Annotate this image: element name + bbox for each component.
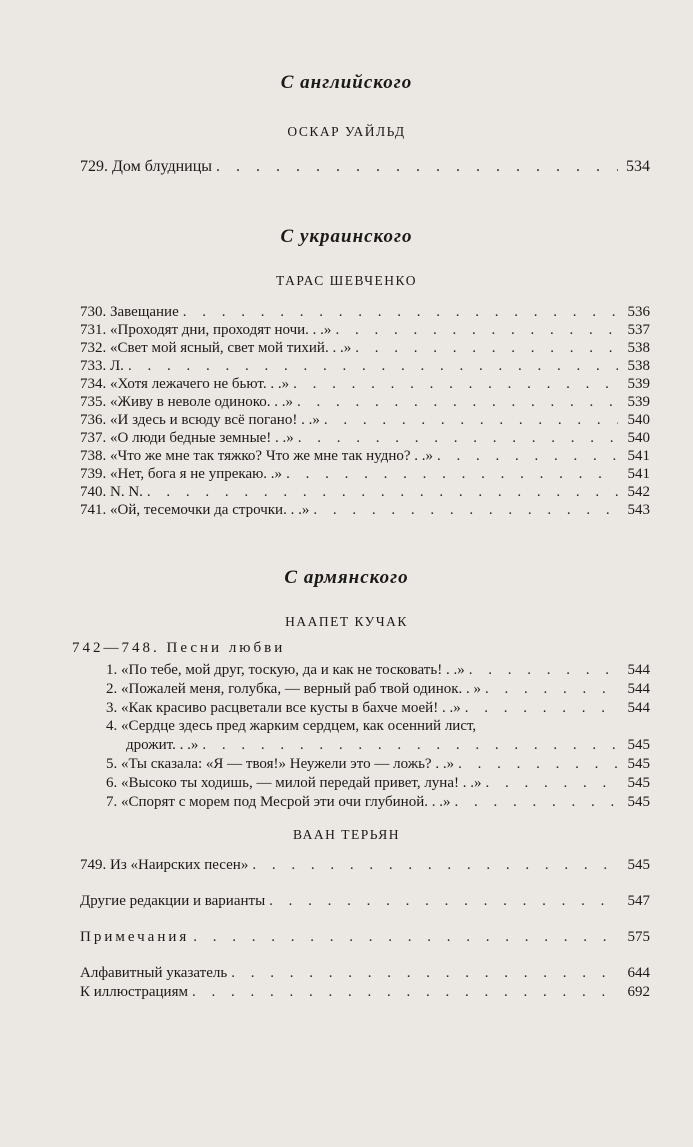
leader-dots	[297, 394, 618, 411]
leader-dots	[286, 466, 618, 483]
toc-entry-page: 692	[627, 984, 650, 1000]
toc-entry-label: 730. Завещание	[80, 304, 179, 320]
toc-entry-page: 541	[627, 448, 650, 464]
toc-entry[interactable]	[80, 158, 650, 176]
toc-entry-page: 545	[627, 857, 650, 873]
backmatter-entry[interactable]	[80, 984, 650, 1002]
toc-entry-label: 4. «Сердце здесь пред жарким сердцем, как осенний лист,	[106, 718, 477, 734]
toc-entry[interactable]	[80, 376, 650, 394]
toc-entry-label: 734. «Хотя лежачего не бьют. . .»	[80, 376, 290, 392]
toc-entry-page: 540	[627, 412, 650, 428]
leader-dots	[231, 965, 618, 982]
toc-entry[interactable]	[80, 430, 650, 448]
leader-dots	[202, 737, 618, 754]
leader-dots	[183, 304, 618, 321]
toc-entry[interactable]	[80, 857, 650, 875]
leader-dots	[355, 340, 618, 357]
toc-entry-page: 545	[627, 794, 650, 810]
toc-entry-page: 541	[627, 466, 650, 482]
toc-entry[interactable]	[80, 394, 650, 412]
toc-entry-label: Примечания	[80, 929, 190, 945]
toc-entry[interactable]	[80, 466, 650, 484]
toc-entry[interactable]	[80, 304, 650, 322]
toc-entry-label: 7. «Спорят с морем под Месрой эти очи глубиной. . .»	[106, 794, 451, 810]
toc-entry[interactable]	[80, 484, 650, 502]
toc-song-entry[interactable]	[106, 775, 650, 793]
section-title-armenian: С армянского	[284, 567, 409, 588]
toc-song-entry[interactable]	[106, 794, 650, 812]
toc-entry-page: 545	[627, 737, 650, 753]
leader-dots	[252, 857, 618, 874]
section-title-ukrainian: С украинского	[280, 226, 413, 247]
backmatter-entry[interactable]	[80, 893, 650, 911]
toc-entry-label: 741. «Ой, тесемочки да строчки. . .»	[80, 502, 310, 518]
toc-entry-label: 5. «Ты сказала: «Я — твоя!» Неужели это — ложь? . .»	[106, 756, 455, 772]
toc-entry-page: 644	[627, 965, 650, 981]
toc-song-entry[interactable]	[106, 700, 650, 718]
toc-entry-label: 6. «Высоко ты ходишь, — милой передай привет, луна! . .»	[106, 775, 482, 791]
group-label: 742—748. Песни любви	[72, 640, 286, 656]
toc-entry-page: 547	[627, 893, 650, 909]
toc-entry-page: 543	[627, 502, 650, 518]
leader-dots	[313, 502, 618, 519]
toc-entry[interactable]	[80, 448, 650, 466]
toc-entry-page: 544	[627, 662, 650, 678]
toc-entry-page: 545	[627, 756, 650, 772]
leader-dots	[454, 794, 618, 811]
toc-entry-page: 534	[626, 158, 650, 175]
toc-entry-label: Другие редакции и варианты	[80, 893, 266, 909]
toc-entry-label: 736. «И здесь и всюду всё погано! . .»	[80, 412, 320, 428]
leader-dots	[128, 358, 618, 375]
leader-dots	[465, 700, 618, 717]
toc-entry-page: 538	[627, 340, 650, 356]
leader-dots	[147, 484, 618, 501]
leader-dots	[192, 984, 618, 1001]
toc-entry-label: 733. Л.	[80, 358, 124, 374]
toc-song-entry[interactable]	[106, 662, 650, 680]
toc-entry-page: 539	[627, 394, 650, 410]
toc-song-entry[interactable]	[106, 681, 650, 699]
leader-dots	[293, 376, 618, 393]
toc-entry-page: 542	[627, 484, 650, 500]
toc-entry-page: 544	[627, 681, 650, 697]
toc-entry-label: 731. «Проходят дни, проходят ночи. . .»	[80, 322, 332, 338]
toc-entry-page: 540	[627, 430, 650, 446]
toc-song-entry[interactable]	[106, 756, 650, 774]
toc-entry-label: 740. N. N.	[80, 484, 143, 500]
toc-entry-label: 738. «Что же мне так тяжко? Что же мне так нудно? . .»	[80, 448, 434, 464]
toc-entry[interactable]	[80, 322, 650, 340]
toc-entry-label: 739. «Нет, бога я не упрекаю. .»	[80, 466, 283, 482]
leader-dots	[269, 893, 618, 910]
leader-dots	[486, 775, 619, 792]
leader-dots	[469, 662, 618, 679]
author-wilde: ОСКАР УАЙЛЬД	[287, 124, 406, 139]
backmatter-entry[interactable]	[80, 965, 650, 983]
toc-entry-label: 732. «Свет мой ясный, свет мой тихий. . .»	[80, 340, 352, 356]
leader-dots	[437, 448, 618, 465]
leader-dots	[193, 929, 618, 946]
author-kuchak: НААПЕТ КУЧАК	[285, 614, 408, 629]
toc-entry-page: 538	[627, 358, 650, 374]
toc-entry-page: 544	[627, 700, 650, 716]
toc-entry-page: 539	[627, 376, 650, 392]
toc-entry-label: 3. «Как красиво расцветали все кусты в бахче моей! . .»	[106, 700, 461, 716]
section-title-english: С английского	[280, 72, 413, 93]
leader-dots	[458, 756, 618, 773]
toc-entry-page: 575	[627, 929, 650, 945]
toc-song-entry[interactable]	[126, 737, 650, 755]
toc-entry-page: 537	[627, 322, 650, 338]
toc-entry-label: 735. «Живу в неволе одиноко. . .»	[80, 394, 294, 410]
toc-entry-label: 737. «О люди бедные земные! . .»	[80, 430, 294, 446]
toc-entry-label: 729. Дом блудницы	[80, 158, 213, 175]
toc-entry-label: 749. Из «Наирских песен»	[80, 857, 249, 873]
leader-dots	[324, 412, 618, 429]
leader-dots	[485, 681, 618, 698]
toc-entry[interactable]	[80, 340, 650, 358]
leader-dots	[298, 430, 618, 447]
toc-entry[interactable]	[80, 502, 650, 520]
toc-entry-label: 1. «По тебе, мой друг, тоскую, да и как не тосковать! . .»	[106, 662, 465, 678]
toc-entry-label: Алфавитный указатель	[80, 965, 228, 981]
leader-dots	[216, 158, 618, 176]
toc-entry[interactable]	[80, 358, 650, 376]
toc-entry-page: 545	[627, 775, 650, 791]
toc-entry[interactable]	[80, 412, 650, 430]
author-shevchenko: ТАРАС ШЕВЧЕНКО	[276, 273, 417, 288]
backmatter-entry[interactable]	[80, 929, 650, 947]
toc-entry-label: К иллюстрациям	[80, 984, 188, 1000]
author-teryan: ВААН ТЕРЬЯН	[292, 827, 401, 842]
toc-entry-label: 2. «Пожалей меня, голубка, — верный раб твой одинок. . »	[106, 681, 482, 697]
toc-entry-label-cont: дрожит. . .»	[126, 737, 199, 753]
toc-entry-page: 536	[627, 304, 650, 320]
leader-dots	[335, 322, 618, 339]
